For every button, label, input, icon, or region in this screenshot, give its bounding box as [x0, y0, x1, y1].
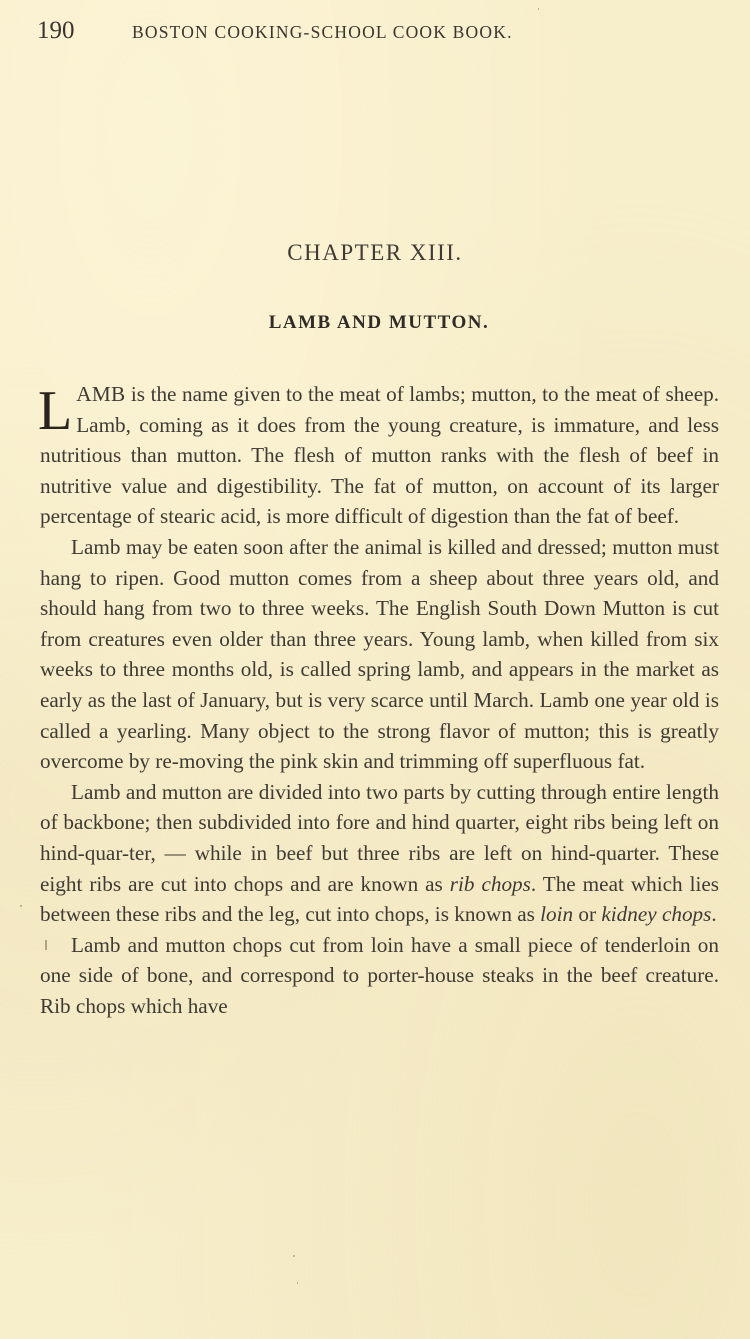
paper-speck	[538, 8, 539, 10]
paragraph-3	[40, 777, 719, 930]
paper-speck	[20, 905, 22, 907]
paragraph-3-text-or: or	[573, 902, 602, 927]
page-number: 190	[37, 17, 75, 44]
paragraph-2-text: Lamb may be eaten soon after the animal is killed and dressed; mutton must hang to ripen. Good mutton comes from a sheep about three years old, and should hang from two to three weeks. The English South Down Mutton is cut from creatures even older than three years. Young lamb, when killed from six weeks to three months old, is called spring lamb, and appears in the market as early as the last of January, but is very scarce until March. Lamb one year old is called a yearling. Many object to the strong flavor of mutton; this is greatly overcome by re-moving the pink skin and trimming off superfluous fat.	[40, 534, 719, 774]
paragraph-3-text-b: . The meat which lies between these ribs and the leg, cut into chops, is known as	[40, 871, 719, 927]
body-text	[40, 379, 719, 1021]
paragraph-3-text-a: Lamb and mutton are divided into two parts by cutting through entire length of backbone; then subdivided into fore and hind quarter, eight ribs being left on hind-quar-ter, — while in beef but three ribs are left on hind-quarter. These eight ribs are cut into chops and are known as	[40, 779, 719, 896]
term-loin: loin	[540, 902, 574, 927]
paragraph-4-text: Lamb and mutton chops cut from loin have a small piece of tenderloin on one side of bone, and correspond to porter-house steaks in the beef creature. Rib chops which have	[40, 932, 719, 1018]
paper-speck	[293, 1255, 295, 1257]
paragraph-2	[40, 532, 719, 777]
paragraph-lead-word: AMB	[76, 382, 126, 406]
paragraph-3-text-end: .	[711, 902, 717, 927]
running-title: BOSTON COOKING-SCHOOL COOK BOOK.	[132, 22, 513, 42]
term-kidney-chops: kidney chops	[601, 902, 712, 927]
paragraph-4	[40, 930, 719, 1022]
margin-mark	[45, 940, 47, 950]
running-head	[37, 17, 637, 51]
paragraph-1	[40, 379, 719, 532]
paper-speck	[297, 1282, 298, 1284]
drop-cap: L	[38, 380, 73, 442]
chapter-title: LAMB AND MUTTON.	[268, 312, 490, 333]
chapter-number: CHAPTER XIII.	[287, 240, 463, 265]
term-rib-chops: rib chops	[449, 871, 531, 896]
paragraph-1-text: is the name given to the meat of lambs; mutton, to the meat of sheep. Lamb, coming as it does from the young creature, is immature, and less nutritious than mutton. The flesh of mutton ranks with the flesh of beef in nutritive value and digestibility. The fat of mutton, on account of its larger percentage of stearic acid, is more difficult of digestion than the fat of beef.	[40, 382, 719, 529]
